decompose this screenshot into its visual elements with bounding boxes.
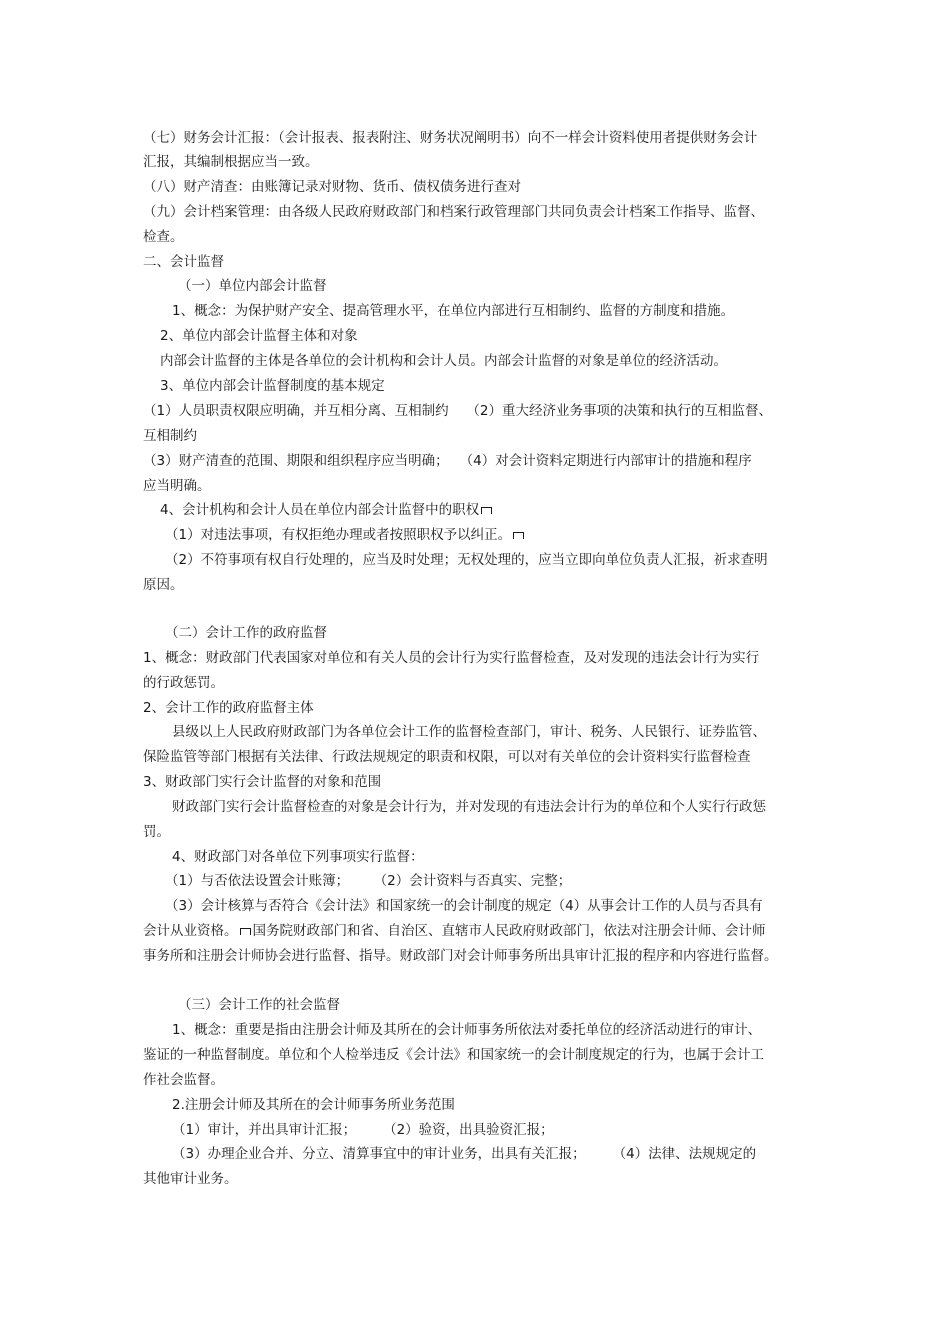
text-line: （八）财产清查：由账簿记录对财物、货币、债权债务进行查对 bbox=[143, 179, 521, 195]
text-line: 鉴证的一种监督制度。单位和个人检举违反《会计法》和国家统一的会计制度规定的行为，也属于会计工 bbox=[143, 1047, 764, 1063]
text-line: 保险监管等部门根据有关法律、行政法规规定的职责和权限，可以对有关单位的会计资料实行监督检查 bbox=[143, 749, 751, 765]
text-line: 检查。 bbox=[143, 229, 184, 245]
text-line: 原因。 bbox=[143, 577, 184, 593]
text-line: 互相制约 bbox=[143, 428, 197, 444]
bracket-mark-icon bbox=[481, 507, 492, 514]
text-line: 1、概念：重要是指由注册会计师及其所在的会计师事务所依法对委托单位的经济活动进行的审计、 bbox=[172, 1022, 762, 1038]
text-line: 4、会计机构和会计人员在单位内部会计监督中的职权 bbox=[160, 500, 840, 520]
subsection-heading: （一）单位内部会计监督 bbox=[178, 278, 327, 294]
text-line: （3）财产清查的范围、期限和组织程序应当明确； （4）对会计资料定期进行内部审计的措施和程序 bbox=[143, 453, 752, 469]
text-line: 财政部门实行会计监督检查的对象是会计行为，并对发现的有违法会计行为的单位和个人实行行政惩 bbox=[172, 799, 766, 815]
text-line: 3、财政部门实行会计监督的对象和范围 bbox=[143, 774, 382, 790]
text-line: 3、单位内部会计监督制度的基本规定 bbox=[160, 378, 385, 394]
text-line: 的行政惩罚。 bbox=[143, 675, 224, 691]
text-line: 2.注册会计师及其所在的会计师事务所业务范围 bbox=[172, 1097, 455, 1113]
text-line: （3）办理企业合并、分立、清算事宜中的审计业务，出具有关汇报； （4）法律、法规规定的 bbox=[172, 1146, 757, 1162]
text-line: 其他审计业务。 bbox=[143, 1171, 238, 1187]
text-line: （九）会计档案管理：由各级人民政府财政部门和档案行政管理部门共同负责会计档案工作指导、监督、 bbox=[143, 204, 764, 220]
text-line: 会计从业资格。 国务院财政部门和省、自治区、直辖市人民政府财政部门，依法对注册会计师、会计师 bbox=[143, 923, 766, 939]
text-line: 2、会计工作的政府监督主体 bbox=[143, 700, 314, 716]
text-line: 2、单位内部会计监督主体和对象 bbox=[160, 328, 358, 344]
text-line: （3）会计核算与否符合《会计法》和国家统一的会计制度的规定（4）从事会计工作的人员与否具有 bbox=[165, 898, 763, 914]
text-line: 1、概念：财政部门代表国家对单位和有关人员的会计行为实行监督检查，及对发现的违法会计行为实行 bbox=[143, 650, 760, 666]
text-line: （七）财务会计汇报：（会计报表、报表附注、财务状况阐明书）向不一样会计资料使用者提供财务会计 bbox=[143, 130, 758, 146]
bracket-mark-icon bbox=[240, 928, 251, 935]
text-line: 1、概念：为保护财产安全、提高管理水平，在单位内部进行互相制约、监督的方制度和措施。 bbox=[172, 303, 735, 319]
subsection-heading: （三）会计工作的社会监督 bbox=[178, 997, 340, 1013]
bracket-mark-icon bbox=[513, 532, 524, 539]
text-line: （1）审计，并出具审计汇报； （2）验资，出具验资汇报； bbox=[172, 1122, 554, 1138]
text-line: （1）与否依法设置会计账簿； （2）会计资料与否真实、完整； bbox=[165, 873, 572, 889]
text-line: 应当明确。 bbox=[143, 478, 211, 494]
text-line: 作社会监督。 bbox=[143, 1072, 224, 1088]
text-line: （1）人员职责权限应明确，并互相分离、互相制约 （2）重大经济业务事项的决策和执行的互相监督、 bbox=[143, 403, 772, 419]
section-heading: 二、会计监督 bbox=[143, 254, 224, 270]
subsection-heading: （二）会计工作的政府监督 bbox=[165, 625, 327, 641]
text-line: 事务所和注册会计师协会进行监督、指导。财政部门对会计师事务所出具审计汇报的程序和内容进行监督。 bbox=[143, 948, 778, 964]
text-line: （1）对违法事项，有权拒绝办理或者按照职权予以纠正。 bbox=[165, 525, 845, 545]
text-line: 汇报，其编制根据应当一致。 bbox=[143, 154, 319, 170]
text-line: 罚。 bbox=[143, 824, 170, 840]
text-line: 县级以上人民政府财政部门为各单位会计工作的监督检查部门，审计、税务、人民银行、证券监管、 bbox=[172, 724, 766, 740]
text-line: （2）不符事项有权自行处理的，应当及时处理；无权处理的，应当立即向单位负责人汇报，祈求查明 bbox=[165, 552, 768, 568]
text-line: 内部会计监督的主体是各单位的会计机构和会计人员。内部会计监督的对象是单位的经济活动。 bbox=[160, 353, 727, 369]
text-line: 4、财政部门对各单位下列事项实行监督： bbox=[172, 849, 424, 865]
